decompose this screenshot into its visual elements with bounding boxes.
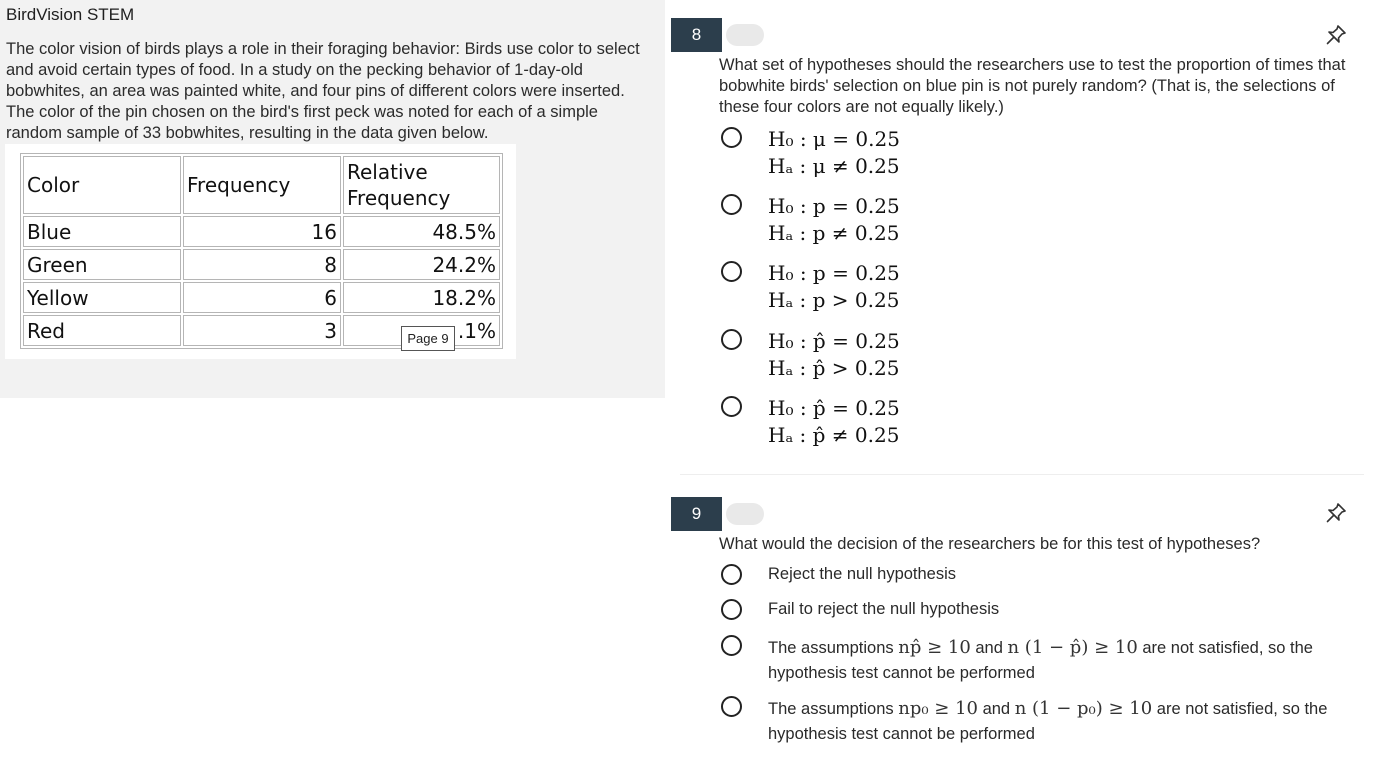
alternative-hypothesis: Hₐ : p > 0.25 bbox=[768, 288, 900, 312]
table-header-row bbox=[23, 156, 500, 214]
question-number-8: 8 bbox=[671, 18, 722, 52]
alternative-hypothesis: Hₐ : p̂ > 0.25 bbox=[768, 356, 900, 380]
option-text: Fail to reject the null hypothesis bbox=[768, 600, 1000, 618]
option-text-line2: hypothesis test cannot be performed bbox=[768, 725, 1035, 743]
radio-button[interactable] bbox=[721, 127, 742, 148]
pin-icon[interactable] bbox=[1325, 502, 1347, 524]
question-number-9: 9 bbox=[671, 497, 722, 531]
table-header-cell: Frequency bbox=[183, 156, 341, 214]
table-row bbox=[23, 216, 500, 247]
radio-button[interactable] bbox=[721, 396, 742, 417]
frequency-table bbox=[20, 153, 503, 349]
pin-icon[interactable] bbox=[1325, 24, 1347, 46]
option-text-joiner: and bbox=[978, 700, 1015, 718]
alternative-hypothesis: Hₐ : μ ≠ 0.25 bbox=[768, 154, 900, 178]
null-hypothesis: H₀ : p̂ = 0.25 bbox=[768, 396, 900, 420]
option-text-start: The assumptions bbox=[768, 700, 899, 718]
option-text-start: The assumptions bbox=[768, 639, 899, 657]
table-cell: 3 bbox=[183, 315, 341, 346]
radio-button[interactable] bbox=[721, 261, 742, 282]
table-cell: Green bbox=[23, 249, 181, 280]
table-cell: 8 bbox=[183, 249, 341, 280]
option-text: Reject the null hypothesis bbox=[768, 565, 957, 583]
table-cell: .1% bbox=[343, 315, 500, 346]
question-status-indicator bbox=[726, 503, 764, 525]
inline-math: n (1 − p₀) ≥ 10 bbox=[1014, 698, 1153, 719]
table-cell: Yellow bbox=[23, 282, 181, 313]
table-row bbox=[23, 282, 500, 313]
option-text-end: are not satisfied, so the bbox=[1137, 639, 1313, 657]
stimulus-text: The color vision of birds plays a role in their foraging behavior: Birds use color to select and avoid certain types of food. In a study on the pecking behavior of 1-day-old bobwhites, an area was painted white, and four pins of different colors were inserted. The color of the pin chosen on the bird's first peck was noted for each of a simple random sample of 33 bobwhites, resulting in the data given below. bbox=[6, 40, 640, 142]
null-hypothesis: H₀ : p = 0.25 bbox=[768, 261, 900, 285]
table-cell: 18.2% bbox=[343, 282, 500, 313]
null-hypothesis: H₀ : p = 0.25 bbox=[768, 194, 900, 218]
radio-button[interactable] bbox=[721, 599, 742, 620]
question-divider bbox=[680, 474, 1364, 475]
radio-button[interactable] bbox=[721, 564, 742, 585]
radio-button[interactable] bbox=[721, 696, 742, 717]
page-tag: Page 9 bbox=[401, 326, 455, 351]
alternative-hypothesis: Hₐ : p̂ ≠ 0.25 bbox=[768, 423, 900, 447]
table-header-cell: Relative Frequency bbox=[343, 156, 500, 214]
table-cell: Blue bbox=[23, 216, 181, 247]
table-row bbox=[23, 249, 500, 280]
question-status-indicator bbox=[726, 24, 764, 46]
radio-button[interactable] bbox=[721, 194, 742, 215]
inline-math: np₀ ≥ 10 bbox=[898, 698, 978, 719]
option-text-line2: hypothesis test cannot be performed bbox=[768, 664, 1035, 682]
option-text-joiner: and bbox=[970, 639, 1008, 657]
option-text bbox=[768, 635, 1358, 686]
stimulus-panel bbox=[0, 0, 665, 398]
stimulus-title: BirdVision STEM bbox=[6, 5, 135, 24]
null-hypothesis: H₀ : μ = 0.25 bbox=[768, 127, 900, 151]
table-cell: 6 bbox=[183, 282, 341, 313]
question-prompt-9: What would the decision of the researchers be for this test of hypotheses? bbox=[719, 535, 1261, 553]
radio-button[interactable] bbox=[721, 329, 742, 350]
null-hypothesis: H₀ : p̂ = 0.25 bbox=[768, 329, 900, 353]
radio-button[interactable] bbox=[721, 635, 742, 656]
question-prompt-8: What set of hypotheses should the researchers use to test the proportion of times that bobwhite birds' selection on blue pin is not purely random? (That is, the selections of these four colors are not equally likely.) bbox=[719, 56, 1346, 116]
option-text bbox=[768, 696, 1358, 747]
table-header-cell: Color bbox=[23, 156, 181, 214]
table-cell: 48.5% bbox=[343, 216, 500, 247]
table-cell: 24.2% bbox=[343, 249, 500, 280]
table-cell: Red bbox=[23, 315, 181, 346]
inline-math: np̂ ≥ 10 bbox=[898, 637, 971, 658]
inline-math: n (1 − p̂) ≥ 10 bbox=[1007, 637, 1138, 658]
alternative-hypothesis: Hₐ : p ≠ 0.25 bbox=[768, 221, 900, 245]
table-cell: 16 bbox=[183, 216, 341, 247]
option-text-end: are not satisfied, so the bbox=[1152, 700, 1328, 718]
